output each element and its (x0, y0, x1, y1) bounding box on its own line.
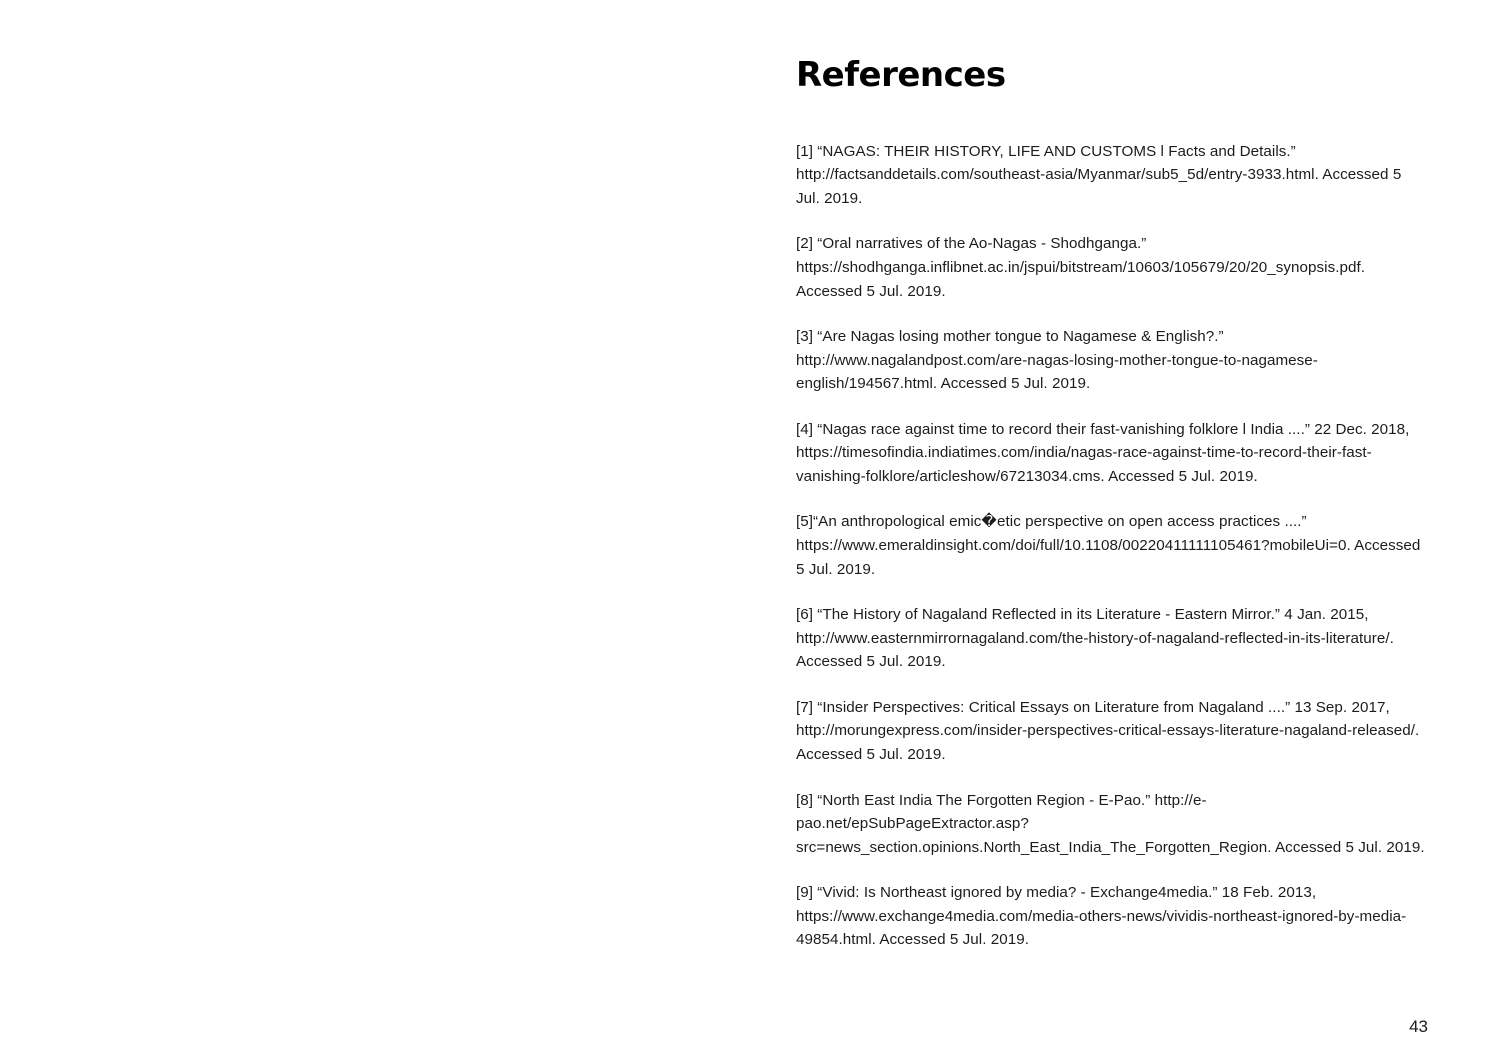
reference-entry: [3] “Are Nagas losing mother tongue to Nagamese & English?.” http://www.nagalandpost.com/are-nagas-losing-mother-tongue-to-nagamese-english/194567.html. Accessed 5 Jul. 2019. (796, 328, 1318, 393)
reference-entry: [2] “Oral narratives of the Ao-Nagas - Shodhganga.” https://shodhganga.inflibnet.ac.in/jspui/bitstream/10603/105679/20/20_synopsis.pdf. Accessed 5 Jul. 2019. (796, 235, 1366, 300)
references-section (796, 55, 1428, 952)
page-title: References (796, 55, 1006, 95)
reference-entry: [1] “NAGAS: THEIR HISTORY, LIFE AND CUSTOMS l Facts and Details.” http://factsanddetails.com/southeast-asia/Myanmar/sub5_5d/entry-3933.html. Accessed 5 Jul. 2019. (796, 142, 1402, 207)
reference-entry: [4] “Nagas race against time to record their fast-vanishing folklore l India ....” 22 Dec. 2018, https://timesofindia.indiatimes.com/india/nagas-race-against-time-to-record-their-fast-vanishing-folklore/articleshow/67213034.cms. Accessed 5 Jul. 2019. (796, 420, 1410, 485)
reference-entry: [8] “North East India The Forgotten Region - E-Pao.” http://e-pao.net/epSubPageExtractor.asp?src=news_section.opinions.North_East_India_The_Forgotten_Region. Accessed 5 Jul. 2019. (796, 791, 1425, 856)
reference-entry: [5]“An anthropological emic�etic perspective on open access practices ....” https://www.emeraldinsight.com/doi/full/10.1108/00220411111105461?mobileUi=0. Accessed 5 Jul. 2019. (796, 513, 1421, 578)
reference-entry: [7] “Insider Perspectives: Critical Essays on Literature from Nagaland ....” 13 Sep. 2017, http://morungexpress.com/insider-perspectives-critical-essays-literature-nagaland-released/. Accessed 5 Jul. 2019. (796, 698, 1420, 763)
reference-list (796, 140, 1428, 952)
page-number: 43 (1409, 1017, 1428, 1036)
reference-entry: [9] “Vivid: Is Northeast ignored by media? - Exchange4media.” 18 Feb. 2013, https://www.exchange4media.com/media-others-news/vividis-northeast-ignored-by-media-49854.html. Accessed 5 Jul. 2019. (796, 884, 1407, 949)
reference-entry: [6] “The History of Nagaland Reflected in its Literature - Eastern Mirror.” 4 Jan. 2015, http://www.easternmirrornagaland.com/the-history-of-nagaland-reflected-in-its-literature/. Accessed 5 Jul. 2019. (796, 606, 1394, 671)
